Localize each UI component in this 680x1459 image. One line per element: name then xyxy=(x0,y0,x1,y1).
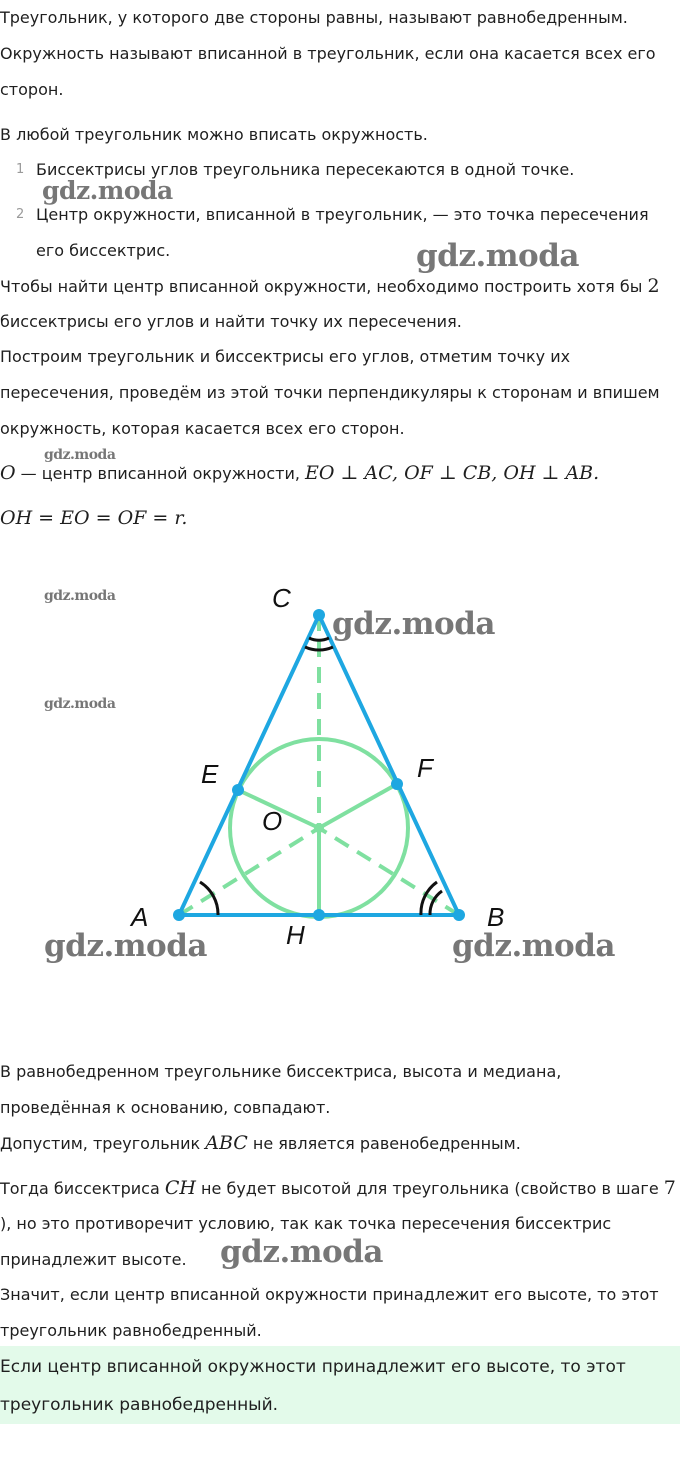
list-number: 1 xyxy=(16,162,25,177)
watermark: gdz.moda xyxy=(44,447,116,463)
math-expression: EO ⊥ AC, OF ⊥ CB, OH ⊥ AB. xyxy=(305,462,600,484)
math-expression: ABC xyxy=(205,1132,248,1154)
list-item-continuation: его биссектрис. xyxy=(36,241,171,260)
text-line: треугольник равнобедренный. xyxy=(0,1321,262,1340)
list-number: 2 xyxy=(16,207,25,222)
watermark: gdz.moda xyxy=(44,588,116,604)
point-c xyxy=(313,609,325,621)
label-o: O xyxy=(262,806,283,836)
text-line: биссектрисы его углов и найти точку их пересечения. xyxy=(0,312,462,331)
text-line: сторон. xyxy=(0,80,64,99)
text-span: Чтобы найти центр вписанной окружности, необходимо построить хотя бы xyxy=(0,277,648,296)
text-line: Значит, если центр вписанной окружности принадлежит его высоте, то этот xyxy=(0,1285,659,1304)
point-a xyxy=(173,909,185,921)
text-line xyxy=(0,276,660,297)
text-line: пересечения, проведём из этой точки перпендикуляры к сторонам и впишем xyxy=(0,383,660,402)
text-line: В любой треугольник можно вписать окружность. xyxy=(0,125,428,144)
math-number: 7 xyxy=(663,1177,676,1199)
perpendicular-of xyxy=(319,784,397,828)
text-line: Треугольник, у которого две стороны равны, называют равнобедренным. xyxy=(0,8,628,27)
list-item: Центр окружности, вписанной в треугольник, — это точка пересечения xyxy=(36,205,649,224)
formula-line xyxy=(0,508,187,529)
label-f: F xyxy=(417,753,433,783)
watermark: gdz.moda xyxy=(452,928,615,964)
label-a: A xyxy=(131,902,149,932)
math-symbol: O xyxy=(0,462,16,484)
label-e: E xyxy=(201,759,219,789)
text-line xyxy=(0,1133,521,1154)
label-c: C xyxy=(272,583,291,613)
text-line: окружность, которая касается всех его сторон. xyxy=(0,419,405,438)
formula-line xyxy=(0,463,599,484)
point-b xyxy=(453,909,465,921)
math-number: 2 xyxy=(647,275,660,297)
point-o xyxy=(314,823,324,833)
watermark: gdz.moda xyxy=(44,696,116,712)
text-line: В равнобедренном треугольнике биссектриса, высота и медиана, xyxy=(0,1062,562,1081)
text-line: проведённая к основанию, совпадают. xyxy=(0,1098,331,1117)
text-span: — центр вписанной окружности, xyxy=(15,464,306,483)
conclusion-line: Если центр вписанной окружности принадлежит его высоте, то этот xyxy=(0,1357,626,1377)
text-span: Тогда биссектриса xyxy=(0,1179,165,1198)
angle-arc-c-inner xyxy=(309,638,329,640)
text-line xyxy=(0,1178,676,1199)
math-expression: OH = EO = OF = r. xyxy=(0,507,188,529)
text-line: Построим треугольник и биссектрисы его углов, отметим точку их xyxy=(0,347,571,366)
watermark: gdz.moda xyxy=(332,606,495,642)
angle-arc-b-inner xyxy=(430,891,442,915)
watermark: gdz.moda xyxy=(42,176,173,205)
watermark: gdz.moda xyxy=(220,1234,383,1270)
text-line: принадлежит высоте. xyxy=(0,1250,187,1269)
point-h xyxy=(313,909,325,921)
text-span: не является равенобедренным. xyxy=(247,1134,521,1153)
watermark: gdz.moda xyxy=(44,928,207,964)
text-span: Допустим, треугольник xyxy=(0,1134,206,1153)
text-line: ), но это противоречит условию, так как точка пересечения биссектрис xyxy=(0,1214,612,1233)
text-span: не будет высотой для треугольника (свойство в шаге xyxy=(195,1179,664,1198)
point-f xyxy=(391,778,403,790)
label-b: B xyxy=(487,902,505,932)
conclusion-line: треугольник равнобедренный. xyxy=(0,1395,279,1415)
math-expression: CH xyxy=(164,1177,196,1199)
list-item: Биссектрисы углов треугольника пересекаются в одной точке. xyxy=(36,160,575,179)
label-h: H xyxy=(286,920,305,950)
watermark: gdz.moda xyxy=(416,238,579,274)
point-e xyxy=(232,784,244,796)
text-line: Окружность называют вписанной в треугольник, если она касается всех его xyxy=(0,44,656,63)
